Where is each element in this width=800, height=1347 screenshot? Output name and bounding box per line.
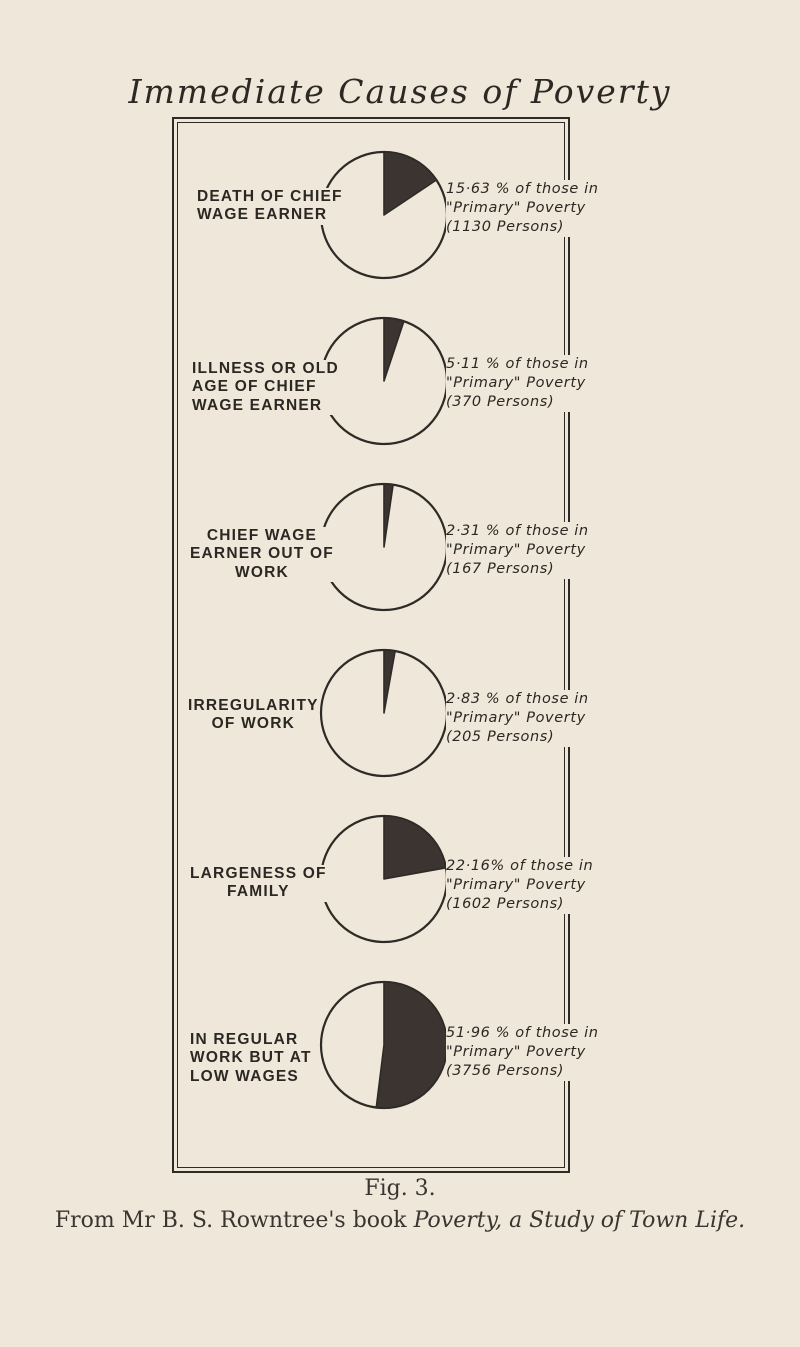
poverty-text: "Primary" Poverty [446, 199, 586, 216]
percent-text: 2·31 % of those in [446, 523, 589, 539]
poverty-text: "Primary" Poverty [446, 709, 586, 726]
cause-label: CHIEF WAGE EARNER OUT OF WORK [190, 527, 334, 581]
percent-label [446, 857, 593, 914]
page-title: Immediate Causes of Poverty [128, 72, 672, 111]
persons-text: (1130 Persons) [446, 218, 565, 235]
figure-caption: Fig. 3. [364, 1176, 436, 1201]
percent-text: 15·63 % of those in [446, 181, 599, 197]
pie-wedge [384, 152, 436, 215]
cause-label: LARGENESS OF FAMILY [190, 865, 327, 901]
persons-text: (167 Persons) [446, 560, 555, 577]
pie-wedge [384, 484, 393, 547]
cause-label: ILLNESS OR OLD AGE OF CHIEF WAGE EARNER [192, 360, 339, 414]
poverty-text: "Primary" Poverty [446, 541, 586, 558]
persons-text: (3756 Persons) [446, 1062, 565, 1079]
pie-wedge [384, 318, 404, 381]
source-prefix: From Mr B. S. Rowntree's book [54, 1208, 414, 1233]
percent-label [446, 522, 589, 579]
persons-text: (205 Persons) [446, 728, 555, 745]
cause-label: IRREGULARITY OF WORK [188, 697, 319, 733]
poverty-text: "Primary" Poverty [446, 1043, 586, 1060]
source-caption [0, 1208, 800, 1233]
percent-label [446, 355, 589, 412]
source-title: Poverty, a Study of Town Life. [413, 1208, 746, 1233]
pie-wedge [384, 650, 395, 713]
cause-label: IN REGULAR WORK BUT AT LOW WAGES [190, 1031, 312, 1085]
percent-label [446, 690, 589, 747]
poverty-text: "Primary" Poverty [446, 374, 586, 391]
percent-text: 5·11 % of those in [446, 356, 589, 372]
poverty-text: "Primary" Poverty [446, 876, 586, 893]
persons-text: (370 Persons) [446, 393, 555, 410]
cause-label: DEATH OF CHIEF WAGE EARNER [197, 188, 343, 224]
percent-text: 2·83 % of those in [446, 691, 589, 707]
percent-label [446, 1024, 599, 1081]
percent-text: 22·16% of those in [446, 858, 594, 874]
pie-wedge [376, 982, 447, 1108]
persons-text: (1602 Persons) [446, 895, 565, 912]
pie-wedge [384, 816, 446, 879]
percent-label [446, 180, 599, 237]
percent-text: 51·96 % of those in [446, 1025, 599, 1041]
